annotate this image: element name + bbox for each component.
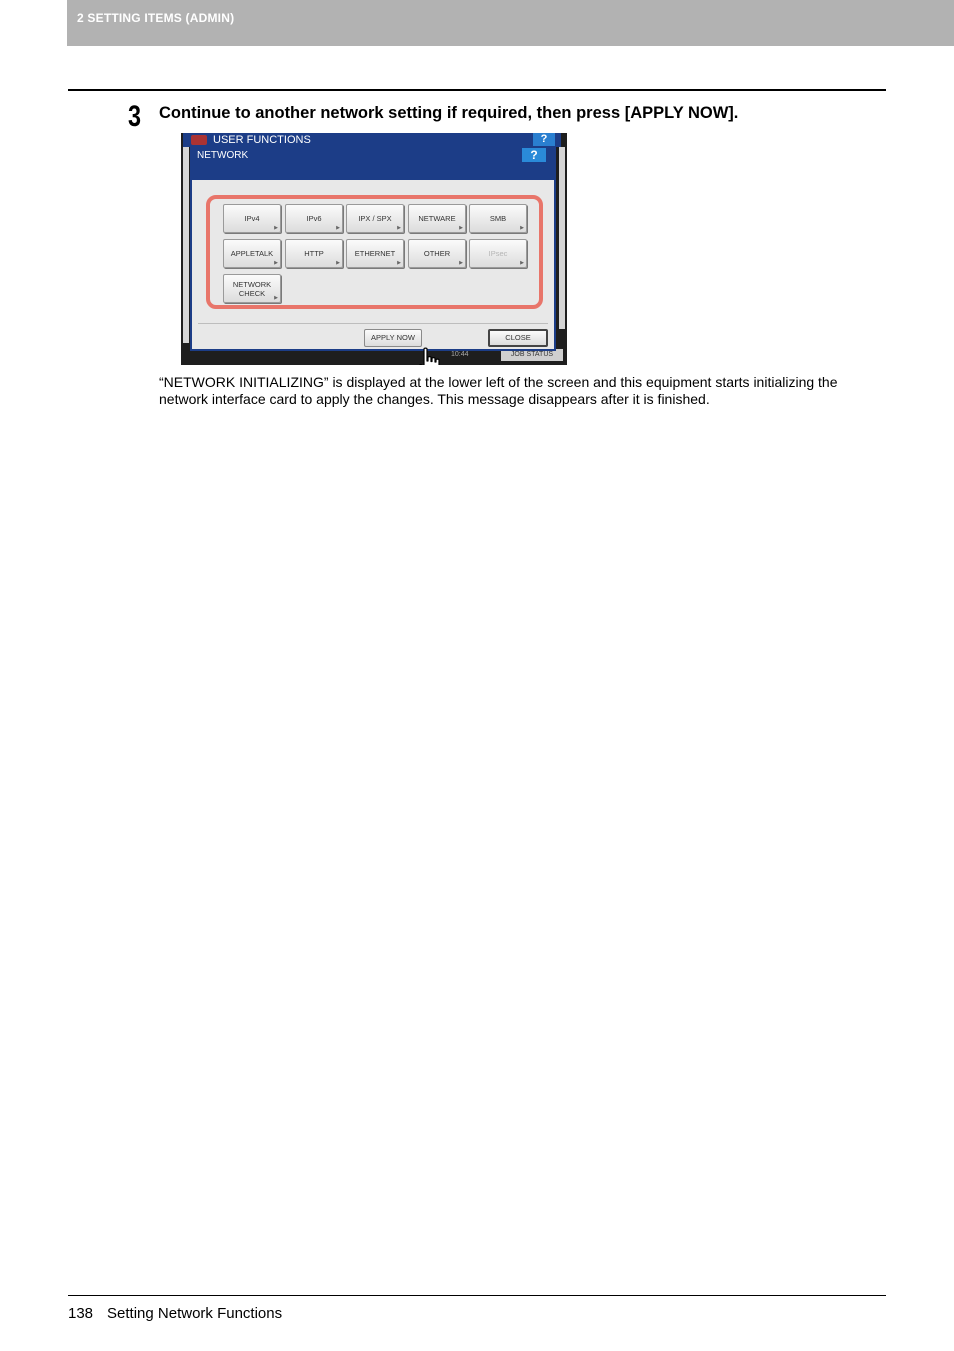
other-button[interactable] bbox=[408, 239, 466, 268]
ipsec-button bbox=[469, 239, 527, 268]
help-button[interactable]: ? bbox=[522, 148, 546, 162]
ipv6-label: IPv6 bbox=[306, 214, 322, 223]
network-check-label-line2: CHECK bbox=[238, 289, 266, 298]
status-time: 10:44 bbox=[451, 351, 469, 358]
bg-panel-left bbox=[183, 147, 189, 343]
step-number: 3 bbox=[128, 100, 142, 133]
arrow-right-icon: ▶ bbox=[336, 260, 340, 266]
arrow-right-icon: ▶ bbox=[336, 225, 340, 231]
close-button[interactable]: CLOSE bbox=[488, 329, 548, 347]
section-header-bar bbox=[67, 0, 954, 46]
network-dialog bbox=[190, 146, 556, 351]
ipv4-button[interactable] bbox=[223, 204, 281, 233]
footer-title: Setting Network Functions bbox=[107, 1305, 283, 1322]
user-functions-title: USER FUNCTIONS bbox=[213, 134, 311, 146]
pointing-hand-cursor-icon bbox=[418, 347, 444, 365]
arrow-right-icon: ▶ bbox=[274, 260, 278, 266]
apply-now-button[interactable]: APPLY NOW bbox=[364, 329, 422, 347]
appletalk-label: APPLETALK bbox=[230, 249, 274, 258]
dialog-separator bbox=[198, 323, 548, 324]
other-label: OTHER bbox=[423, 249, 451, 258]
job-status-button[interactable]: JOB STATUS bbox=[501, 349, 563, 361]
dialog-title-band bbox=[192, 163, 554, 180]
appletalk-button[interactable] bbox=[223, 239, 281, 268]
arrow-right-icon: ▶ bbox=[274, 225, 278, 231]
http-label: HTTP bbox=[304, 249, 324, 258]
page-number: 138 bbox=[68, 1305, 94, 1322]
network-dialog-title: NETWORK bbox=[197, 150, 249, 161]
ethernet-label: ETHERNET bbox=[354, 249, 396, 258]
arrow-right-icon: ▶ bbox=[459, 260, 463, 266]
step-instruction: Continue to another network setting if required, then press [APPLY NOW]. bbox=[159, 104, 739, 122]
network-check-button[interactable] bbox=[223, 274, 281, 303]
user-functions-titlebar bbox=[183, 133, 561, 147]
arrow-right-icon: ▶ bbox=[459, 225, 463, 231]
bottom-rule bbox=[68, 1295, 886, 1296]
app-logo-icon bbox=[191, 135, 207, 145]
arrow-right-icon: ▶ bbox=[520, 260, 524, 266]
top-rule bbox=[68, 89, 886, 91]
bg-panel-right bbox=[559, 147, 565, 329]
ethernet-button[interactable] bbox=[346, 239, 404, 268]
arrow-right-icon: ▶ bbox=[397, 225, 401, 231]
ipv6-button[interactable] bbox=[285, 204, 343, 233]
arrow-right-icon: ▶ bbox=[520, 225, 524, 231]
page-footer bbox=[68, 1305, 282, 1322]
http-button[interactable] bbox=[285, 239, 343, 268]
netware-button[interactable] bbox=[408, 204, 466, 233]
ipx-spx-label: IPX / SPX bbox=[358, 214, 392, 223]
ipv4-label: IPv4 bbox=[244, 214, 260, 223]
smb-button[interactable] bbox=[469, 204, 527, 233]
description-paragraph: “NETWORK INITIALIZING” is displayed at the lower left of the screen and this equipment starts initializing the network interface card to apply the changes. This message disappears after it is finished. bbox=[159, 374, 838, 407]
bg-help-button[interactable]: ? bbox=[533, 133, 555, 146]
arrow-right-icon: ▶ bbox=[397, 260, 401, 266]
network-check-label-line1: NETWORK bbox=[232, 280, 272, 289]
ipsec-label: IPsec bbox=[488, 249, 508, 258]
section-header-text: 2 SETTING ITEMS (ADMIN) bbox=[77, 11, 235, 25]
arrow-right-icon: ▶ bbox=[274, 295, 278, 301]
netware-label: NETWARE bbox=[418, 214, 456, 223]
network-settings-screenshot bbox=[181, 133, 567, 365]
network-dialog-titlebar bbox=[192, 148, 554, 163]
ipx-spx-button[interactable] bbox=[346, 204, 404, 233]
smb-label: SMB bbox=[489, 214, 507, 223]
